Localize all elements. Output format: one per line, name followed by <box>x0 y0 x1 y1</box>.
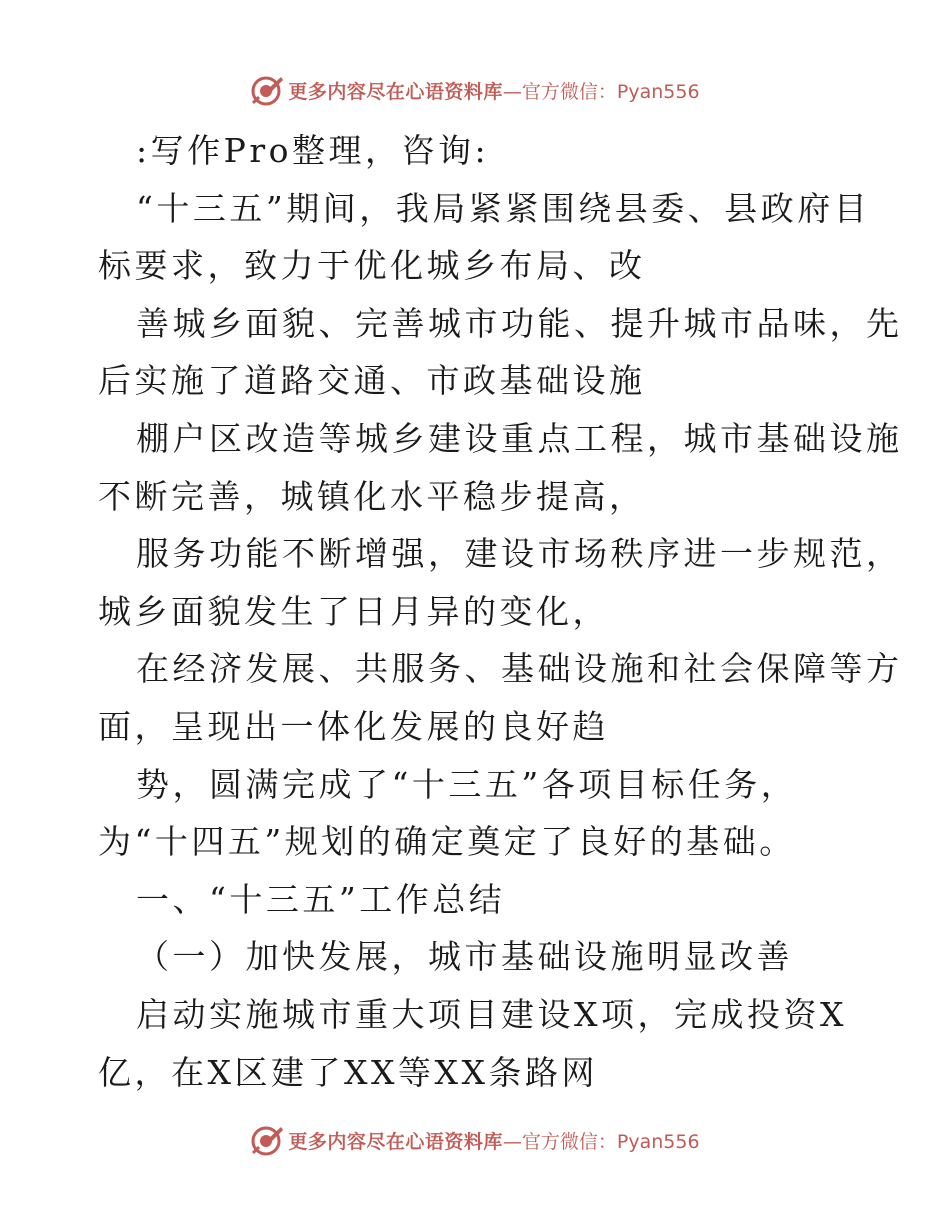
body-text <box>98 122 903 1101</box>
header-banner <box>0 70 950 110</box>
text-line: “十三五”期间，我局紧紧围绕县委、县政府目 <box>136 188 871 228</box>
text-line: 面，呈现出一体化发展的良好趋 <box>98 706 609 746</box>
text-line: 为“十四五”规划的确定奠定了良好的基础。 <box>98 822 796 862</box>
footer-banner <box>0 1120 950 1160</box>
text-line: 棚户区改造等城乡建设重点工程，城市基础设施 <box>136 418 903 458</box>
text-line: 后实施了道路交通、市政基础设施 <box>98 361 646 401</box>
text-line: 服务功能不断增强，建设市场秩序进一步规范， <box>136 534 903 574</box>
text-line: 城乡面貌发生了日月异的变化， <box>98 591 609 631</box>
text-line: 势，圆满完成了“十三五”各项目标任务， <box>136 764 798 804</box>
text-line: 亿，在X区建了XX等XX条路网 <box>98 1052 598 1092</box>
text-line: :写作Pro整理，咨询: <box>136 131 490 170</box>
text-line: 在经济发展、共服务、基础设施和社会保障等方 <box>136 649 903 689</box>
banner-sub-text: —官方微信：Pyan556 <box>502 1130 700 1153</box>
pen-logo-icon <box>250 73 284 107</box>
pen-logo-icon <box>250 1123 284 1157</box>
banner-sub-text: —官方微信：Pyan556 <box>502 80 700 103</box>
subsection-heading: （一）加快发展，城市基础设施明显改善 <box>136 937 793 977</box>
text-line: 善城乡面貌、完善城市功能、提升城市品味，先 <box>136 303 903 343</box>
banner-main-text: 更多内容尽在心语资料库 <box>288 1130 503 1153</box>
section-heading: 一、“十三五”工作总结 <box>136 879 506 919</box>
text-line: 启动实施城市重大项目建设X项，完成投资X <box>136 994 847 1034</box>
text-line: 标要求，致力于优化城乡布局、改 <box>98 246 646 286</box>
banner-main-text: 更多内容尽在心语资料库 <box>288 80 503 103</box>
text-line: 不断完善，城镇化水平稳步提高， <box>98 476 646 516</box>
